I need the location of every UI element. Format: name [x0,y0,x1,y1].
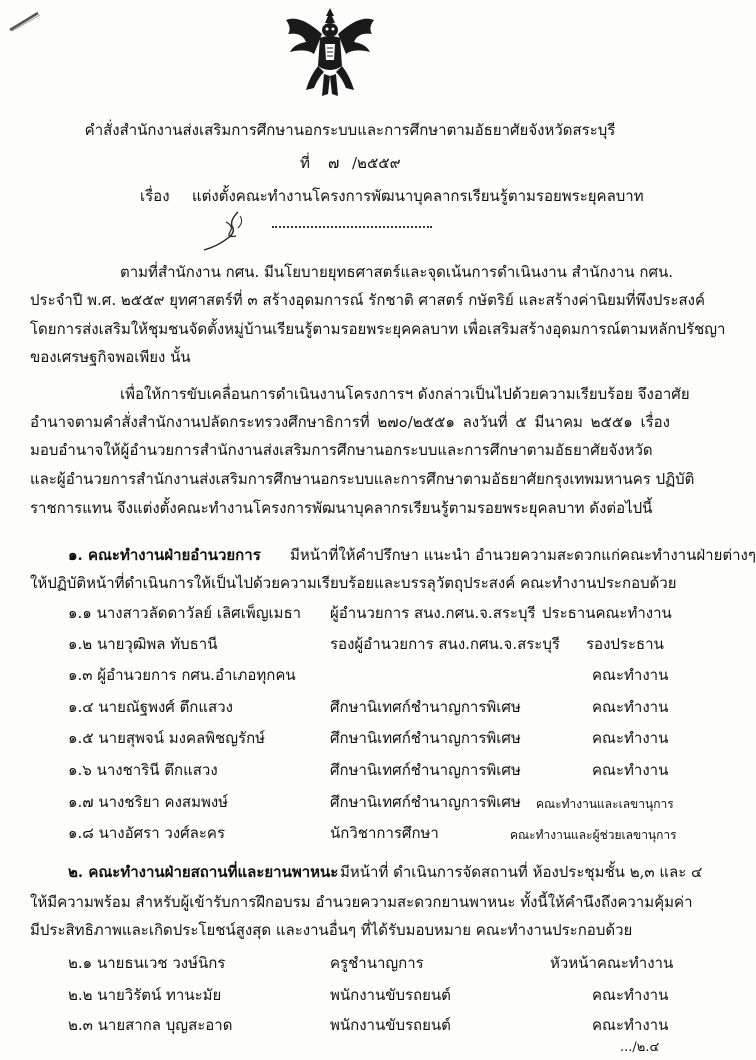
subject-label: เรื่อง [140,187,170,205]
s1-member-name: ๑.๒ นายวุฒิพล ทับธานี [68,635,218,653]
s2-member-name: ๒.๑ นายธนเวช วงษ์นิกร [68,954,226,972]
s1-member-name: ๑.๕ นายสุพจน์ มงคลพิชญรักษ์ [68,729,266,747]
subject-text: แต่งตั้งคณะทำงานโครงการพัฒนาบุคลากรเรียนรู้ตามรอยพระยุคลบาท [192,187,644,205]
p2-line3: มอบอำนาจให้ผู้อำนวยการสำนักงานส่งเสริมการศึกษานอกระบบและการศึกษาตามอัธยาศัยจังหวัด [30,441,653,459]
s2-member-name: ๒.๒ นายวิรัตน์ ทานะมัย [68,986,222,1004]
s2-member-position: พนักงานขับรถยนต์ [330,986,451,1004]
section1-intro: มีหน้าที่ให้คำปรึกษา แนะนำ อำนวยความสะดวกแก่คณะทำงานฝ่ายต่างๆ [290,546,756,564]
s1-member-position: นักวิชาการศึกษา [330,824,439,842]
s1-member-position: ศึกษานิเทศก์ชำนาญการพิเศษ [330,698,521,716]
section1-heading: ๑. คณะทำงานฝ่ายอำนวยการ [68,546,261,564]
s2-member-position: พนักงานขับรถยนต์ [330,1016,451,1034]
garuda-emblem-icon [280,4,380,100]
p1-line2: ประจำปี พ.ศ. ๒๕๕๙ ยุทศาสตร์ที่ ๓ สร้างอุดมการณ์ รักชาติ ศาสตร์ กษัตริย์ และสร้างค่านิยมที่พึงประสงค์ [30,291,706,309]
s1-member-role: ประธานคณะทำงาน [542,604,672,622]
s1-member-name: ๑.๓ ผู้อำนวยการ กศน.อำเภอทุกคน [68,666,296,684]
s1-member-role: คณะทำงาน [592,666,669,684]
s2-member-role: คณะทำงาน [592,1016,669,1034]
section2-intro-line2: ให้มีความพร้อม สำหรับผู้เข้ารับการฝึกอบรม อำนวยความสะดวกยานพาหนะ ทั้งนี้ให้คำนึงถึงความคุ้มค่า [30,893,693,911]
s1-member-position: ศึกษานิเทศก์ชำนาญการพิเศษ [330,729,521,747]
s1-member-role: คณะทำงาน [592,698,669,716]
order-number-label: ที่ [300,154,310,172]
s1-member-name: ๑.๖ นางชารินี ตึกแสวง [68,761,218,779]
order-title: คำสั่งสำนักงานส่งเสริมการศึกษานอกระบบและการศึกษาตามอัธยาศัยจังหวัดสระบุรี [84,121,616,139]
p1-line1: ตามที่สำนักงาน กศน. มีนโยบายยุทธศาสตร์และจุดเน้นการดำเนินงาน สำนักงาน กศน. [120,263,673,281]
p2-line2: อำนาจตามคำสั่งสำนักงานปลัดกระทรวงศึกษาธิการที่ ๒๗๐/๒๕๕๑ ลงวันที่ ๕ มีนาคม ๒๕๕๑ เรื่อง [30,413,670,431]
s1-member-name: ๑.๑ นางสาวลัดดาวัลย์ เลิศเพ็ญเมธา [68,604,302,622]
section2-intro-line3: มีประสิทธิภาพและเกิดประโยชน์สูงสุด และงานอื่นๆ ที่ได้รับมอบหมาย คณะทำงานประกอบด้วย [30,921,633,939]
p1-line3: โดยการส่งเสริมให้ชุมชนจัดตั้งหมู่บ้านเรียนรู้ตามรอยพระยุคคลบาท เพื่อเสริมสร้างอุดมการณ์ตามหลักปรัชญา [30,320,726,338]
page-continuation: .../๒.๔ [620,1040,660,1055]
s1-member-position: รองผู้อำนวยการ สนง.กศน.จ.สระบุรี [330,635,560,653]
s1-member-role: คณะทำงานและเลขานุการ [536,797,674,811]
section2-intro: มีหน้าที่ ดำเนินการจัดสถานที่ ห้องประชุมชั้น ๒,๓ และ ๔ [340,863,703,881]
p2-line4: และผู้อำนวยการสำนักงานส่งเสริมการศึกษานอกระบบและการศึกษาตามอัธยาศัยกรุงเทพมหานคร ปฏิบัติ [30,470,695,488]
s2-member-position: ครูชำนาญการ [330,954,424,972]
signature-mark [196,208,266,254]
p2-line1: เพื่อให้การขับเคลื่อนการดำเนินงานโครงการฯ ดังกล่าวเป็นไปด้วยความเรียบร้อย จึงอาศัย [120,385,690,403]
s1-member-position: ผู้อำนวยการ สนง.กศน.จ.สระบุรี [330,604,536,622]
p1-line4: ของเศรษฐกิจพอเพียง นั้น [30,348,191,366]
s1-member-role: คณะทำงาน [592,729,669,747]
s2-member-name: ๒.๓ นายสากล บุญสะอาด [68,1016,233,1034]
dotted-separator [272,224,432,228]
s1-member-name: ๑.๘ นางอัศรา วงศ์ละคร [68,824,226,842]
s2-member-role: คณะทำงาน [592,986,669,1004]
order-number-year: /๒๕๕๙ [352,154,401,172]
s1-member-role: รองประธาน [586,635,664,653]
pen-mark-icon [8,10,42,32]
order-number-value: ๗ [328,154,340,172]
s1-member-position: ศึกษานิเทศก์ชำนาญการพิเศษ [330,793,521,811]
s1-member-name: ๑.๗ นางชริยา คงสมพงษ์ [68,793,229,811]
s1-member-position: ศึกษานิเทศก์ชำนาญการพิเศษ [330,761,521,779]
s1-member-role: คณะทำงาน [592,761,669,779]
section1-intro-line2: ให้ปฏิบัติหน้าที่ดำเนินการให้เป็นไปด้วยความเรียบร้อยและบรรลุวัตถุประสงค์ คณะทำงานประกอบด้วย [30,574,677,592]
s2-member-role: หัวหน้าคณะทำงาน [550,954,674,972]
p2-line5: ราชการแทน จึงแต่งตั้งคณะทำงานโครงการพัฒนาบุคลากรเรียนรู้ตามรอยพระยุคลบาท ดังต่อไปนี้ [30,499,653,517]
s1-member-role: คณะทำงานและผู้ช่วยเลขานุการ [510,828,677,842]
s1-member-name: ๑.๔ นายณัฐพงศ์ ตึกแสวง [68,698,233,716]
section2-heading: ๒. คณะทำงานฝ่ายสถานที่และยานพาหนะ [68,863,339,881]
